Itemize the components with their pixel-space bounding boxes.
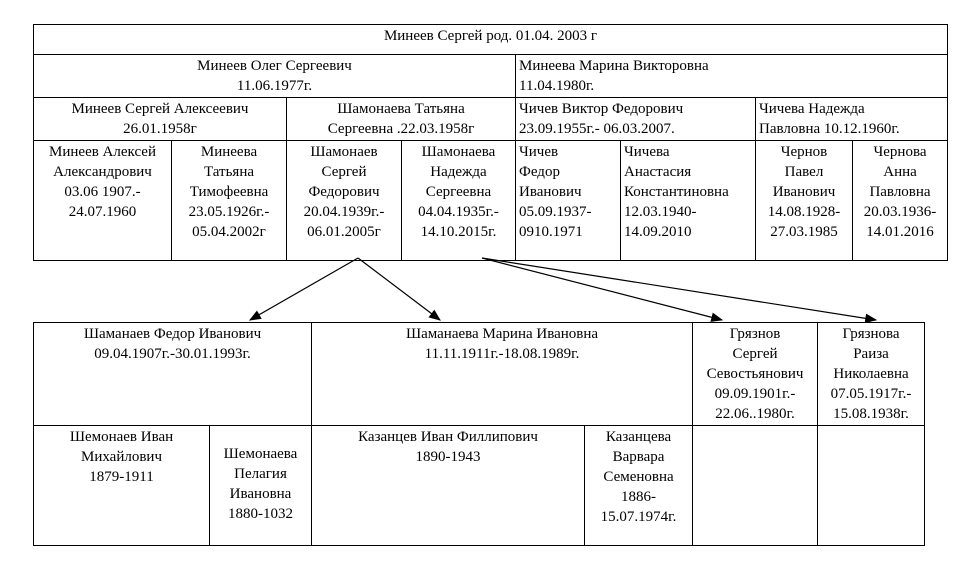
grandparent-cell: Шамонаева Татьяна Сергеевна .22.03.1958г: [287, 98, 516, 141]
arrow-line: [482, 258, 722, 320]
great-grandparent-cell: Шамонаева Надежда Сергеевна 04.04.1935г.- 14.10.2015г.: [402, 141, 516, 261]
ancestor-cell: Казанцев Иван Филлипович 1890-1943: [312, 426, 585, 546]
great-grandparent-cell: Чернов Павел Иванович 14.08.1928- 27.03.1985: [756, 141, 853, 261]
great-grandparent-cell: Минеева Татьяна Тимофеевна 23.05.1926г.- 05.04.2002г: [172, 141, 287, 261]
great-grandparent-cell: Чернова Анна Павловна 20.03.1936- 14.01.2016: [853, 141, 948, 261]
great-grandparent-cell: Шамонаев Сергей Федорович 20.04.1939г.- 06.01.2005г: [287, 141, 402, 261]
ancestor-cell: Шемонаев Иван Михайлович 1879-1911: [34, 426, 210, 546]
grandparent-cell: Чичева Надежда Павловна 10.12.1960г.: [756, 98, 948, 141]
great-grandparent-cell: Чичев Федор Иванович 05.09.1937- 0910.1971: [516, 141, 621, 261]
great-grandparent-cell: Чичева Анастасия Константиновна 12.03.1940- 14.09.2010: [621, 141, 756, 261]
ancestor-cell: Грязнов Сергей Севостьянович 09.09.1901г.- 22.06..1980г.: [693, 323, 818, 426]
root-person-cell: Минеев Сергей род. 01.04. 2003 г: [34, 25, 948, 55]
mother-cell: Минеева Марина Викторовна 11.04.1980г.: [516, 55, 948, 98]
grandparent-cell: Минеев Сергей Алексеевич 26.01.1958г: [34, 98, 287, 141]
arrow-line: [482, 258, 876, 320]
arrow-line: [250, 258, 358, 320]
arrow-line: [358, 258, 440, 320]
grandparent-cell: Чичев Виктор Федорович 23.09.1955г.- 06.03.2007.: [516, 98, 756, 141]
ancestor-cell: Казанцева Варвара Семеновна 1886- 15.07.1974г.: [585, 426, 693, 546]
ancestor-cell: Шаманаев Федор Иванович 09.04.1907г.-30.01.1993г.: [34, 323, 312, 426]
ancestor-cell: Шаманаева Марина Ивановна 11.11.1911г.-18.08.1989г.: [312, 323, 693, 426]
father-cell: Минеев Олег Сергеевич 11.06.1977г.: [34, 55, 516, 98]
ancestor-cell: Грязнова Раиза Николаевна 07.05.1917г.- 15.08.1938г.: [818, 323, 925, 426]
great-grandparent-cell: Минеев Алексей Александрович 03.06 1907.- 24.07.1960: [34, 141, 172, 261]
ancestor-cell: Шемонаева Пелагия Ивановна 1880-1032: [210, 426, 312, 546]
